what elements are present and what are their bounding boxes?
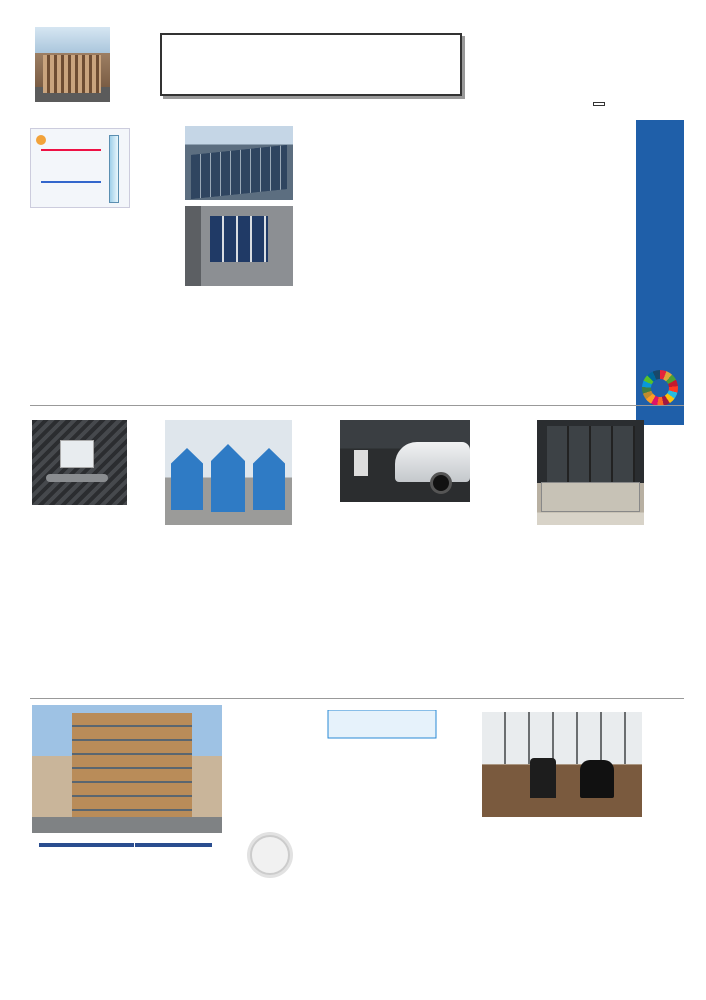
section5-body (152, 535, 328, 695)
title-box (160, 33, 462, 96)
section8-heading (450, 708, 476, 828)
table-header-value (134, 843, 212, 848)
sdgs-wheel-icon (642, 370, 678, 406)
section4-body (332, 535, 508, 695)
divider-top (30, 405, 684, 406)
new-building-photo (32, 705, 222, 833)
ev-charger-photo (340, 420, 470, 502)
lowe-diagram (30, 128, 130, 208)
disaster-toilet-photo (165, 420, 292, 525)
table-header-item (39, 843, 135, 848)
well-pump-photo (32, 420, 127, 505)
gym-photo (482, 712, 642, 817)
chart-note-box (328, 710, 436, 738)
divider-bottom (30, 698, 684, 699)
sun-icon (36, 135, 46, 145)
column-tag (593, 102, 605, 106)
section4-heading (480, 418, 506, 528)
building-spec-table (38, 842, 213, 848)
head-office-photo (35, 27, 110, 102)
solar-panel-photo (185, 126, 293, 200)
flood-barrier-photo (537, 420, 644, 525)
section6-heading (132, 418, 158, 543)
section8-body (283, 828, 475, 963)
main-headline (638, 126, 682, 366)
drone-roof-photo (185, 206, 293, 286)
main-article-body (395, 124, 631, 424)
section5-heading (302, 418, 328, 528)
section6-body (30, 535, 155, 695)
section3-body (512, 535, 682, 695)
section7-body (478, 818, 682, 956)
